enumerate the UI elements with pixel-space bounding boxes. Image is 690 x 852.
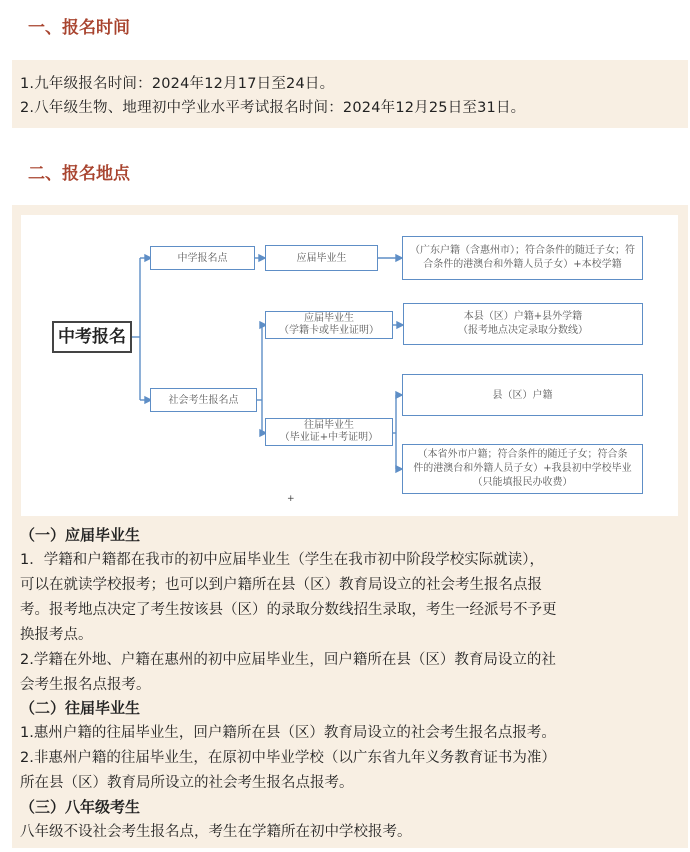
para-2-line-2: 会考生报名点报考。 <box>20 677 151 693</box>
registration-time-panel <box>12 60 688 128</box>
result-4-line-3: （只能填报民办收费） <box>472 477 573 488</box>
school-registration-point-node: 中学报名点 <box>150 246 255 270</box>
social-current-graduate-node <box>265 311 393 339</box>
result-node-4 <box>402 444 643 494</box>
para-4-line-1: 2.非惠州户籍的往届毕业生，在原初中毕业学校（以广东省九年义务教育证书为准） <box>20 750 556 766</box>
subheading-past-graduates <box>20 696 670 721</box>
section-title-registration-time: 一、报名时间 <box>28 18 130 38</box>
result-4-line-2: 件的港澳台和外籍人员子女）+我县初中学校毕业 <box>413 463 632 474</box>
section-title-registration-location: 二、报名地点 <box>28 164 130 184</box>
social-current-graduate-label: 应届毕业生 <box>304 313 354 324</box>
result-node-3: 县（区）户籍 <box>402 374 643 416</box>
para-1-line-2: 可以在就读学校报考；也可以到户籍所在县（区）教育局设立的社会考生报名点报 <box>20 577 542 593</box>
para-2-line-1: 2.学籍在外地、户籍在惠州的初中应届毕业生，回户籍所在县（区）教育局设立的社 <box>20 652 556 668</box>
root-node-exam-registration: 中考报名 <box>52 321 132 353</box>
para-4-line-2: 所在县（区）教育局所设立的社会考生报名点报考。 <box>20 775 354 791</box>
result-node-2 <box>403 303 643 345</box>
subheading-past-graduates-text: （二）往届毕业生 <box>20 699 141 717</box>
result-2-line-2: （报考地点决定录取分数线） <box>458 325 588 336</box>
result-2-line-1: 本县（区）户籍+县外学籍 <box>463 311 583 322</box>
subheading-grade-eight <box>20 795 670 820</box>
past-graduate-note: （毕业证+中考证明） <box>279 432 379 443</box>
para-1-line-3: 考。报考地点决定了考生按该县（区）的录取分数线招生录取，考生一经派号不予更 <box>20 602 557 618</box>
past-graduate-node <box>265 418 393 446</box>
social-registration-point-node: 社会考生报名点 <box>150 388 257 412</box>
subheading-current-graduates <box>20 523 670 548</box>
subheading-current-graduates-text: （一）应届毕业生 <box>20 526 141 544</box>
result-1-line-2: 合条件的港澳台和外籍人员子女）+本校学籍 <box>423 259 622 270</box>
registration-flow-diagram <box>21 215 678 516</box>
time-line-2: 2.八年级生物、地理初中学业水平考试报名时间：2024年12月25日至31日。 <box>20 100 526 116</box>
para-5-line-1: 八年级不设社会考生报名点，考生在学籍所在初中学校报考。 <box>20 824 412 840</box>
time-line-1: 1.九年级报名时间：2024年12月17日至24日。 <box>20 76 335 92</box>
past-graduate-label: 往届毕业生 <box>304 420 354 431</box>
subheading-grade-eight-text: （三）八年级考生 <box>20 798 141 816</box>
result-4-line-1: （本省外市户籍；符合条件的随迁子女；符合条 <box>417 449 628 460</box>
current-graduate-node: 应届毕业生 <box>265 245 378 271</box>
social-current-graduate-note: （学籍卡或毕业证明） <box>279 325 379 336</box>
plus-mark: + <box>287 494 295 504</box>
para-1-line-4: 换报考点。 <box>20 627 93 643</box>
result-node-1 <box>402 236 643 280</box>
para-1-line-1: 1．学籍和户籍都在我市的初中应届毕业生（学生在我市初中阶段学校实际就读）， <box>20 552 544 568</box>
result-1-line-1: （广东户籍（含惠州市）；符合条件的随迁子女；符 <box>410 245 635 256</box>
para-3-line-1: 1.惠州户籍的往届毕业生，回户籍所在县（区）教育局设立的社会考生报名点报考。 <box>20 725 556 741</box>
